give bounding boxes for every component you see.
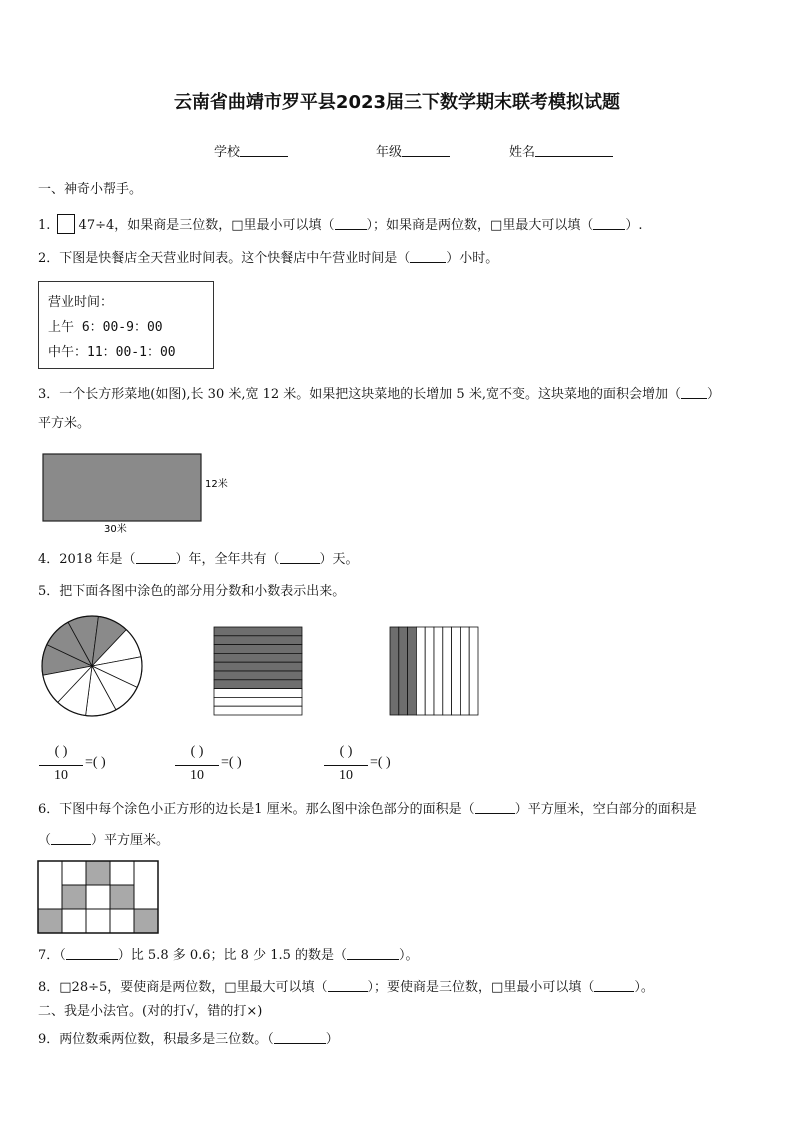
grid-blank-square — [86, 909, 110, 933]
question-5: 5．把下面各图中涂色的部分用分数和小数表示出来。 — [38, 584, 346, 599]
vertical-strip — [408, 627, 417, 715]
q6-blank-1[interactable] — [475, 801, 515, 814]
fraction-answer-3 — [324, 744, 434, 786]
q4-blank-1[interactable] — [136, 551, 176, 564]
fraction-3-decimal-blank[interactable]: =( ) — [370, 755, 391, 770]
question-3-line-2: 平方米。 — [38, 416, 91, 431]
grid-cells — [38, 861, 158, 933]
hours-morning: 上午 6：00-9：00 — [48, 320, 163, 335]
school-field[interactable] — [214, 141, 288, 160]
question-6-line-2 — [38, 832, 169, 849]
hours-title: 营业时间： — [48, 295, 114, 310]
q2-text: 2．下图是快餐店全天营业时间表。这个快餐店中午营业时间是（ — [38, 251, 411, 266]
q9-text-a: 9．两位数乘两位数，积最多是三位数。（ — [38, 1032, 274, 1047]
vertical-strip — [434, 627, 443, 715]
q8-blank-2[interactable] — [594, 979, 634, 992]
vertical-strip — [452, 627, 461, 715]
q3-blank[interactable] — [681, 386, 707, 399]
vegetable-plot-rectangle — [43, 454, 201, 521]
vertical-strip — [416, 627, 425, 715]
grid-shaded-square — [134, 909, 158, 933]
vertical-strip — [399, 627, 408, 715]
question-4 — [38, 551, 359, 568]
hours-noon: 中午：11：00-1：00 — [48, 345, 176, 360]
grid-blank-square — [86, 885, 110, 909]
vertical-strip — [390, 627, 399, 715]
grid-blank-square — [62, 909, 86, 933]
horizontal-strip — [214, 706, 302, 715]
q1-text-c: ）. — [625, 218, 643, 233]
fraction-2-numerator[interactable]: ( ) — [190, 744, 204, 759]
q3-text-1: 3．一个长方形菜地(如图),长 30 米,宽 12 米。如果把这块菜地的长增加 5 米,宽不变。这块菜地的面积会增加（ — [38, 387, 681, 402]
horizontal-strip — [214, 680, 302, 689]
vegetable-plot-figure — [38, 450, 248, 540]
q4-text-a: 4．2018 年是（ — [38, 552, 136, 567]
question-7 — [38, 947, 419, 964]
square-grid-figure — [36, 860, 162, 936]
q7-text-a: 7．（ — [38, 948, 66, 963]
q4-blank-2[interactable] — [280, 551, 320, 564]
fraction-2-bar — [175, 765, 219, 766]
q7-text-c: ）。 — [399, 948, 419, 963]
plot-length-label: 30米 — [104, 524, 127, 535]
business-hours-table — [38, 281, 214, 369]
horizontal-strip — [214, 662, 302, 671]
q8-blank-1[interactable] — [328, 979, 368, 992]
grid-blank-square — [62, 861, 86, 885]
q6-text-1: 6．下图中每个涂色小正方形的边长是1 厘米。那么图中涂色部分的面积是（ — [38, 802, 475, 817]
q4-text-b: ）年，全年共有（ — [175, 552, 280, 567]
shaded-horizontal-bars-figure — [211, 624, 305, 718]
school-label: 学校 — [214, 145, 241, 160]
grid-shaded-square — [38, 909, 62, 933]
vertical-strip — [443, 627, 452, 715]
section-2-heading: 二、我是小法官。(对的打√，错的打×) — [38, 1004, 263, 1019]
page-title: 云南省曲靖市罗平县2023届三下数学期末联考模拟试题 — [173, 92, 621, 113]
grid-blank-square — [110, 909, 134, 933]
question-6-line-1 — [38, 801, 697, 818]
question-1 — [38, 214, 642, 234]
fraction-answer-2 — [175, 744, 285, 786]
fraction-answer-1 — [39, 744, 149, 786]
q7-blank-2[interactable] — [347, 947, 399, 960]
grid-shaded-square — [110, 885, 134, 909]
q6-text-mid: ）平方厘米，空白部分的面积是 — [514, 802, 697, 817]
q1-text-a: 47÷4，如果商是三位数，□里最小可以填（ — [78, 218, 335, 233]
vertical-strip — [469, 627, 478, 715]
question-2 — [38, 250, 498, 267]
q1-blank-2[interactable] — [593, 217, 625, 230]
question-3-line-1 — [38, 386, 720, 403]
fraction-1-denominator: 10 — [54, 768, 68, 783]
vertical-strip — [460, 627, 469, 715]
q9-blank[interactable] — [274, 1031, 326, 1044]
name-field[interactable] — [509, 141, 613, 160]
vertical-strip — [425, 627, 434, 715]
grid-blank-square — [110, 861, 134, 885]
q4-text-c: ）天。 — [319, 552, 359, 567]
fraction-3-denominator: 10 — [339, 768, 353, 783]
q7-blank-1[interactable] — [66, 947, 118, 960]
grade-field[interactable] — [376, 141, 450, 160]
grade-blank[interactable] — [402, 144, 450, 157]
fraction-1-numerator[interactable]: ( ) — [54, 744, 68, 759]
plot-width-label: 12米 — [205, 479, 228, 490]
horizontal-strip — [214, 627, 302, 636]
name-label: 姓名 — [509, 145, 536, 160]
school-blank[interactable] — [240, 144, 288, 157]
q8-text-c: ）。 — [634, 980, 654, 995]
q6-text-2a: （ — [38, 833, 52, 848]
fraction-1-decimal-blank[interactable]: =( ) — [85, 755, 106, 770]
horizontal-strip — [214, 653, 302, 662]
q8-text-b: ）；要使商是三位数，□里最小可以填（ — [367, 980, 595, 995]
q6-text-2b: ）平方厘米。 — [91, 833, 170, 848]
horizontal-strip — [214, 636, 302, 645]
name-blank[interactable] — [535, 144, 613, 157]
horizontal-strips — [214, 627, 302, 715]
q1-text-b: ）；如果商是两位数，□里最大可以填（ — [366, 218, 594, 233]
vertical-strips — [390, 627, 478, 715]
q1-digit-box[interactable] — [57, 214, 75, 234]
horizontal-strip — [214, 689, 302, 698]
question-8 — [38, 979, 654, 996]
fraction-1-bar — [39, 765, 83, 766]
q9-text-b: ） — [325, 1032, 339, 1047]
q2-blank[interactable] — [410, 250, 446, 263]
grid-shaded-square — [62, 885, 86, 909]
shaded-vertical-bars-figure — [386, 624, 484, 718]
q3-text-1-end: ） — [706, 387, 720, 402]
fraction-3-bar — [324, 765, 368, 766]
fraction-2-decimal-blank[interactable]: =( ) — [221, 755, 242, 770]
fraction-3-numerator[interactable]: ( ) — [339, 744, 353, 759]
question-9 — [38, 1031, 339, 1048]
horizontal-strip — [214, 645, 302, 654]
shaded-circle-figure — [38, 612, 158, 722]
q6-blank-2[interactable] — [51, 832, 91, 845]
fraction-2-denominator: 10 — [190, 768, 204, 783]
grade-label: 年级 — [376, 145, 403, 160]
q1-blank-1[interactable] — [335, 217, 367, 230]
grid-shaded-square — [86, 861, 110, 885]
horizontal-strip — [214, 697, 302, 706]
q8-text-a: 8．□28÷5，要使商是两位数，□里最大可以填（ — [38, 980, 328, 995]
q1-number: 1. — [38, 218, 51, 233]
q7-text-b: ）比 5.8 多 0.6；比 8 少 1.5 的数是（ — [117, 948, 348, 963]
horizontal-strip — [214, 671, 302, 680]
q2-text-end: ）小时。 — [446, 251, 499, 266]
section-1-heading: 一、神奇小帮手。 — [38, 182, 143, 197]
